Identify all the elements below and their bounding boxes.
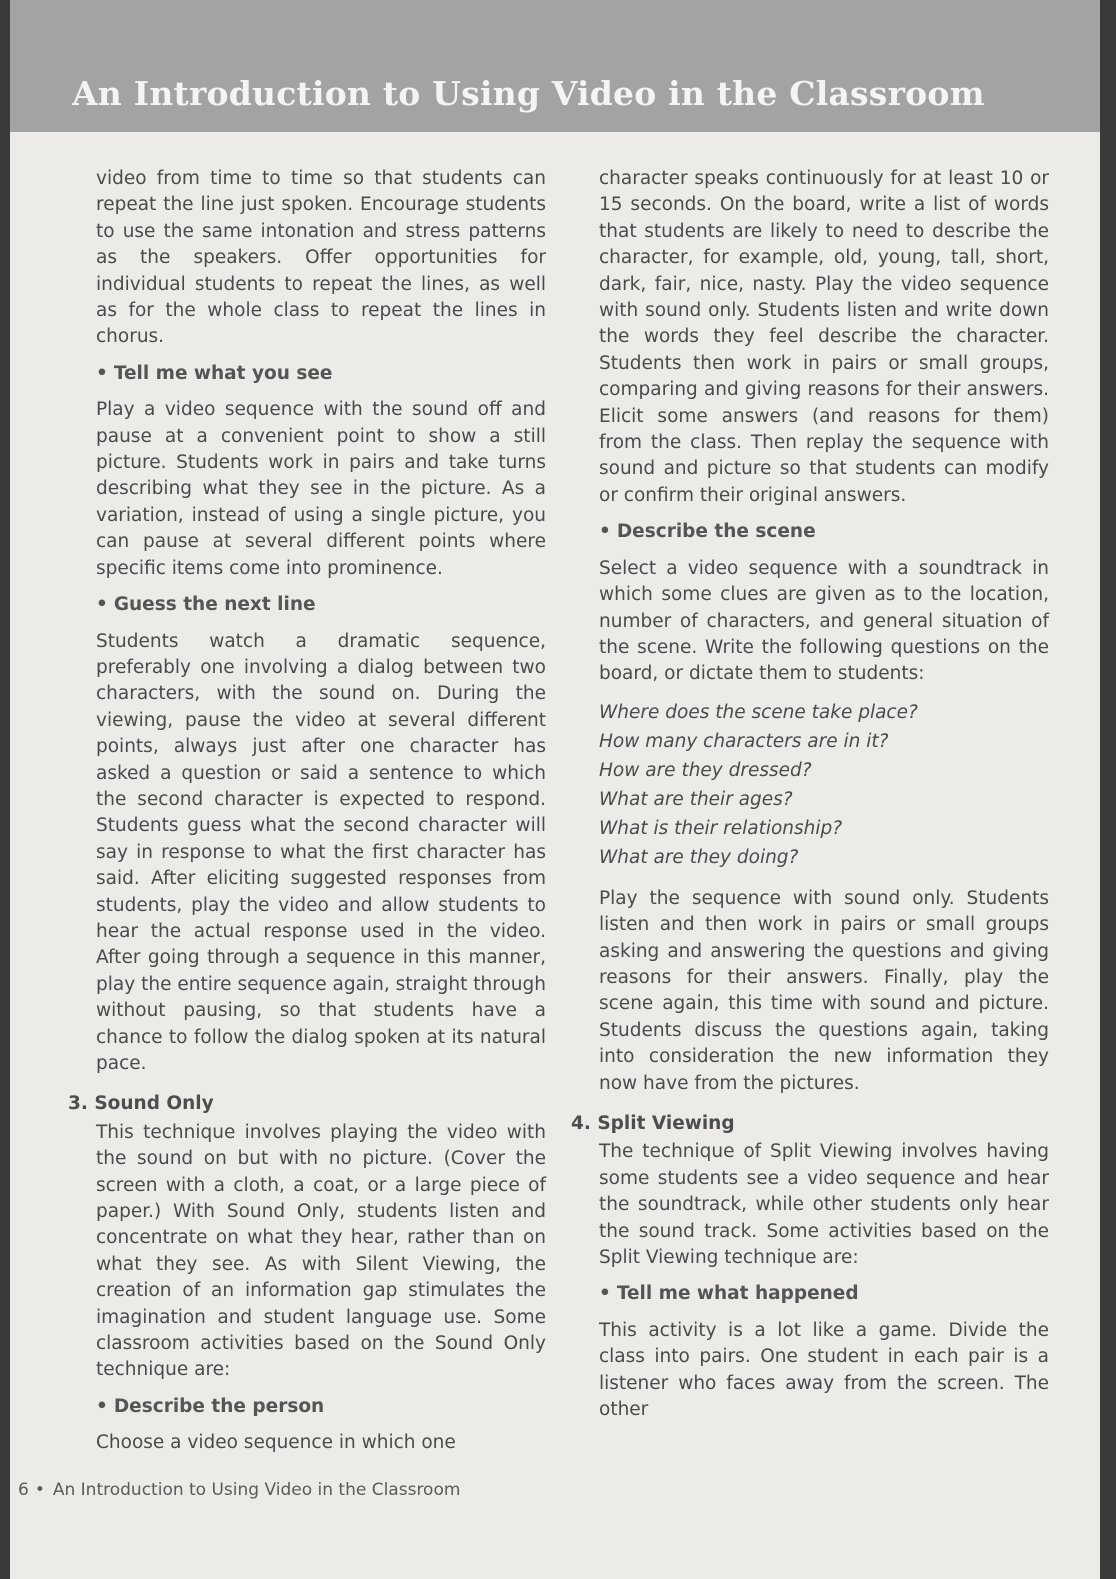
section-heading-sound-only: 3. Sound Only xyxy=(68,1093,214,1115)
bullet-icon: • xyxy=(599,1283,611,1305)
paragraph-describe-scene: Select a video sequence with a soundtrack in which some clues are given as to the location, number of characters, and general situation of the scene. Write the following questions on the board, or dictate them to students: xyxy=(599,557,1049,685)
question-item: What are their ages? xyxy=(599,788,793,810)
paragraph-describe-person: Choose a video sequence in which one xyxy=(96,1432,456,1454)
footer-title: An Introduction to Using Video in the Classroom xyxy=(52,1480,461,1500)
activity-heading-label: Tell me what happened xyxy=(616,1283,859,1305)
paragraph-tell-me-what-happened: This activity is a lot like a game. Divide the class into pairs. One student in each pair is a listener who faces away from the screen. The other xyxy=(599,1319,1049,1421)
paragraph-split-viewing: The technique of Split Viewing involves having some students see a video sequence and hear the soundtrack, while other students only hear the sound track. Some activities based on the Split Viewing technique are: xyxy=(599,1141,1049,1268)
left-column xyxy=(68,166,546,1467)
paragraph-sound-only: This technique involves playing the video with the sound on but with no picture. (Cover the screen with a cloth, a coat, or a large piece of paper.) With Sound Only, students listen and concentrate on what they hear, rather than on what they see. As with Silent Viewing, the creation of an information gap stimulates the imagination and student language use. Some classroom activities based on the Sound Only technique are: xyxy=(96,1121,546,1381)
section-heading-split-viewing: 4. Split Viewing xyxy=(571,1112,735,1134)
document-page xyxy=(10,0,1100,1579)
activity-heading-label: Describe the scene xyxy=(616,521,816,543)
activity-heading-tell-me-what-you-see xyxy=(96,361,546,387)
paragraph-play-sequence: Play the sequence with sound only. Students listen and then work in pairs or small groups asking and answering the questions and giving reasons for their answers. Finally, play the scene again, this time with sound and picture. Students discuss the questions again, taking into consideration the new information they now have from the pictures. xyxy=(599,887,1049,1094)
paragraph-character-speaks: character speaks continuously for at least 10 or 15 seconds. On the board, write a list of words that students are likely to need to describe the character, for example, old, young, tall, short, dark, fair, nice, nasty. Play the video sequence with sound only. Students listen and write down the words they feel describe the character. Students then work in pairs or small groups, comparing and giving reasons for their answers. Elicit some answers (and reasons for them) from the class. Then replay the sequence with sound and picture so that students can modify or confirm their original answers. xyxy=(599,168,1049,506)
activity-heading-label: Tell me what you see xyxy=(113,362,333,384)
activity-heading-tell-me-what-happened xyxy=(599,1281,1049,1307)
right-column xyxy=(571,166,1049,1433)
bullet-icon: • xyxy=(599,521,611,543)
question-item: Where does the scene take place? xyxy=(599,701,918,723)
page-number: 6 xyxy=(18,1480,29,1500)
paragraph-guess-next-line: Students watch a dramatic sequence, preferably one involving a dialog between two characters, with the sound on. During the viewing, pause the video at several different points, always just after one character has asked a question or said a sentence to which the second character is expected to respond. Students guess what the second character will say in response to what the first character has said. After eliciting suggested responses from students, play the video and allow students to hear the actual response used in the video. After going through a sequence in this manner, play the entire sequence again, straight through without pausing, so that students have a chance to follow the dialog spoken at its natural pace. xyxy=(96,630,546,1074)
bullet-icon: • xyxy=(96,1395,108,1417)
question-item: How are they dressed? xyxy=(599,759,812,781)
activity-heading-describe-scene xyxy=(599,519,1049,545)
page-header-band xyxy=(10,0,1100,132)
bullet-icon: • xyxy=(96,594,108,616)
footer-separator: • xyxy=(34,1480,45,1500)
paragraph-repeat-lines: video from time to time so that students can repeat the line just spoken. Encourage students to use the same intonation and stress patterns as the speakers. Offer opportunities for individual students to repeat the lines, as well as for the whole class to repeat the lines in chorus. xyxy=(96,168,546,348)
page-title: An Introduction to Using Video in the Classroom xyxy=(72,74,985,113)
activity-heading-label: Guess the next line xyxy=(113,594,316,616)
question-item: What is their relationship? xyxy=(599,817,843,839)
question-item: How many characters are in it? xyxy=(599,730,889,752)
paragraph-tell-me-what-you-see: Play a video sequence with the sound off and pause at a convenient point to show a still picture. Students work in pairs and take turns describing what they see in the picture. As a variation, instead of using a single picture, you can pause at several different points where specific items come into prominence. xyxy=(96,399,546,579)
question-list xyxy=(599,698,1049,872)
activity-heading-guess-next-line xyxy=(96,592,546,618)
page-footer xyxy=(18,1480,460,1500)
activity-heading-describe-person xyxy=(96,1394,546,1420)
bullet-icon: • xyxy=(96,362,108,384)
question-item: What are they doing? xyxy=(599,846,799,868)
activity-heading-label: Describe the person xyxy=(113,1395,325,1417)
